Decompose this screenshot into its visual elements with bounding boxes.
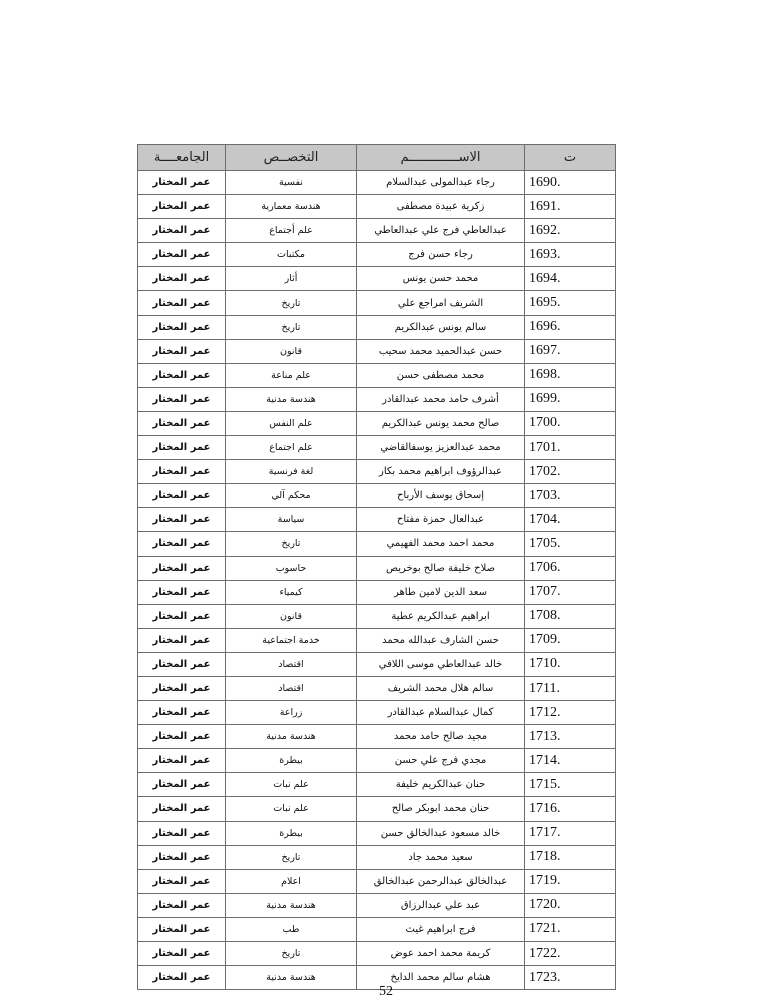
cell-university: عمر المختار [138, 171, 226, 195]
cell-number: 1704. [525, 508, 616, 532]
table-row [138, 797, 616, 821]
cell-name: أشرف حامد محمد عبدالقادر [357, 387, 525, 411]
cell-number: 1706. [525, 556, 616, 580]
cell-university: عمر المختار [138, 966, 226, 990]
cell-name: ابراهيم عبدالكريم عطية [357, 604, 525, 628]
cell-specialization: زراعة [226, 701, 357, 725]
cell-specialization: خدمة اجتماعية [226, 628, 357, 652]
cell-university: عمر المختار [138, 363, 226, 387]
cell-name: عبدالعاطي فرج علي عبدالعاطي [357, 219, 525, 243]
cell-name: سالم هلال محمد الشريف [357, 676, 525, 700]
cell-university: عمر المختار [138, 845, 226, 869]
cell-number: 1709. [525, 628, 616, 652]
cell-university: عمر المختار [138, 219, 226, 243]
table-row [138, 460, 616, 484]
cell-university: عمر المختار [138, 676, 226, 700]
cell-university: عمر المختار [138, 508, 226, 532]
cell-name: زكرية عبيدة مصطفى [357, 195, 525, 219]
cell-name: كمال عبدالسلام عبدالقادر [357, 701, 525, 725]
cell-university: عمر المختار [138, 749, 226, 773]
cell-name: محمد مصطفى حسن [357, 363, 525, 387]
table-row [138, 917, 616, 941]
cell-university: عمر المختار [138, 315, 226, 339]
cell-specialization: علم النفس [226, 411, 357, 435]
cell-number: 1710. [525, 652, 616, 676]
cell-name: فرج ابراهيم غيث [357, 917, 525, 941]
page-number: 52 [379, 984, 393, 999]
table-row [138, 749, 616, 773]
cell-name: حسن عبدالحميد محمد سحيب [357, 339, 525, 363]
cell-number: 1722. [525, 942, 616, 966]
cell-specialization: قانون [226, 339, 357, 363]
table-row [138, 484, 616, 508]
cell-university: عمر المختار [138, 652, 226, 676]
cell-number: 1705. [525, 532, 616, 556]
cell-number: 1693. [525, 243, 616, 267]
cell-university: عمر المختار [138, 460, 226, 484]
table-row [138, 725, 616, 749]
cell-name: الشريف امراجع علي [357, 291, 525, 315]
cell-specialization: حاسوب [226, 556, 357, 580]
cell-specialization: تاريخ [226, 532, 357, 556]
cell-university: عمر المختار [138, 604, 226, 628]
header-specialization: التخصــص [226, 145, 357, 171]
table-row [138, 652, 616, 676]
cell-university: عمر المختار [138, 532, 226, 556]
cell-university: عمر المختار [138, 725, 226, 749]
cell-name: مجدي فرج علي حسن [357, 749, 525, 773]
table-row [138, 942, 616, 966]
cell-specialization: بيطرة [226, 821, 357, 845]
cell-name: كريمة محمد احمد عوض [357, 942, 525, 966]
cell-specialization: محكم آلي [226, 484, 357, 508]
cell-specialization: هندسة مدنية [226, 966, 357, 990]
table-row [138, 628, 616, 652]
cell-university: عمر المختار [138, 821, 226, 845]
header-number: ت [525, 145, 616, 171]
cell-university: عمر المختار [138, 628, 226, 652]
table-row [138, 773, 616, 797]
header-university: الجامعــــة [138, 145, 226, 171]
table-row [138, 604, 616, 628]
cell-number: 1715. [525, 773, 616, 797]
cell-university: عمر المختار [138, 580, 226, 604]
cell-number: 1697. [525, 339, 616, 363]
cell-specialization: مكتبات [226, 243, 357, 267]
cell-number: 1723. [525, 966, 616, 990]
table-row [138, 291, 616, 315]
cell-specialization: علم نبات [226, 797, 357, 821]
cell-number: 1711. [525, 676, 616, 700]
table-header [138, 145, 616, 171]
table-row [138, 556, 616, 580]
cell-name: عبدالخالق عبدالرحمن عبدالخالق [357, 869, 525, 893]
cell-specialization: علم مناعة [226, 363, 357, 387]
cell-specialization: علم نبات [226, 773, 357, 797]
cell-name: خالد عبدالعاطي موسى اللافي [357, 652, 525, 676]
cell-number: 1712. [525, 701, 616, 725]
cell-specialization: قانون [226, 604, 357, 628]
cell-university: عمر المختار [138, 339, 226, 363]
cell-number: 1714. [525, 749, 616, 773]
cell-number: 1708. [525, 604, 616, 628]
cell-university: عمر المختار [138, 411, 226, 435]
cell-number: 1707. [525, 580, 616, 604]
cell-name: صلاح خليفة صالح بوخريص [357, 556, 525, 580]
cell-number: 1716. [525, 797, 616, 821]
cell-specialization: اقتصاد [226, 652, 357, 676]
cell-name: عبدالعال حمزة مفتاح [357, 508, 525, 532]
cell-number: 1695. [525, 291, 616, 315]
cell-name: حنان محمد ابوبكر صالح [357, 797, 525, 821]
cell-name: سعد الدين لامين طاهر [357, 580, 525, 604]
table-row [138, 243, 616, 267]
cell-specialization: بيطرة [226, 749, 357, 773]
cell-name: حسن الشارف عبدالله محمد [357, 628, 525, 652]
cell-specialization: تاريخ [226, 315, 357, 339]
cell-name: صالح محمد يونس عبدالكريم [357, 411, 525, 435]
table-row [138, 315, 616, 339]
table-row [138, 676, 616, 700]
cell-name: سعيد محمد جاد [357, 845, 525, 869]
cell-specialization: هندسة مدنية [226, 387, 357, 411]
cell-specialization: تاريخ [226, 942, 357, 966]
cell-number: 1699. [525, 387, 616, 411]
cell-number: 1698. [525, 363, 616, 387]
cell-university: عمر المختار [138, 291, 226, 315]
cell-number: 1690. [525, 171, 616, 195]
cell-university: عمر المختار [138, 893, 226, 917]
cell-number: 1696. [525, 315, 616, 339]
cell-university: عمر المختار [138, 701, 226, 725]
cell-number: 1694. [525, 267, 616, 291]
cell-specialization: علم أجتماع [226, 219, 357, 243]
cell-number: 1691. [525, 195, 616, 219]
table-row [138, 893, 616, 917]
cell-name: رجاء عبدالمولى عبدالسلام [357, 171, 525, 195]
table-row [138, 267, 616, 291]
cell-name: عبدالرؤوف ابراهيم محمد بكار [357, 460, 525, 484]
table-row [138, 411, 616, 435]
table-row [138, 869, 616, 893]
cell-number: 1703. [525, 484, 616, 508]
roster-table [137, 144, 616, 990]
cell-specialization: اعلام [226, 869, 357, 893]
table-row [138, 845, 616, 869]
cell-specialization: نفسية [226, 171, 357, 195]
cell-university: عمر المختار [138, 773, 226, 797]
cell-name: رجاء حسن فرج [357, 243, 525, 267]
table-body [138, 171, 616, 990]
table-row [138, 339, 616, 363]
cell-university: عمر المختار [138, 243, 226, 267]
table-row [138, 580, 616, 604]
cell-number: 1721. [525, 917, 616, 941]
cell-number: 1713. [525, 725, 616, 749]
cell-university: عمر المختار [138, 484, 226, 508]
cell-specialization: اقتصاد [226, 676, 357, 700]
table-row [138, 219, 616, 243]
table-row [138, 532, 616, 556]
cell-number: 1719. [525, 869, 616, 893]
cell-specialization: أثار [226, 267, 357, 291]
cell-specialization: هندسة مدنية [226, 725, 357, 749]
cell-name: محمد عبدالعزيز يوسفالقاضي [357, 436, 525, 460]
cell-specialization: سياسة [226, 508, 357, 532]
cell-number: 1702. [525, 460, 616, 484]
cell-specialization: علم اجتماع [226, 436, 357, 460]
cell-number: 1717. [525, 821, 616, 845]
header-name: الاســـــــــــــم [357, 145, 525, 171]
cell-specialization: هندسة معمارية [226, 195, 357, 219]
cell-university: عمر المختار [138, 436, 226, 460]
cell-number: 1692. [525, 219, 616, 243]
cell-university: عمر المختار [138, 869, 226, 893]
cell-specialization: كيمياء [226, 580, 357, 604]
cell-university: عمر المختار [138, 195, 226, 219]
cell-name: حنان عبدالكريم خليفة [357, 773, 525, 797]
cell-specialization: تاريخ [226, 845, 357, 869]
cell-name: محمد احمد محمد الفهيمي [357, 532, 525, 556]
table-row [138, 701, 616, 725]
table-row [138, 363, 616, 387]
cell-name: سالم يونس عبدالكريم [357, 315, 525, 339]
cell-specialization: لغة فرنسية [226, 460, 357, 484]
header-row [138, 145, 616, 171]
cell-name: عبد علي عبدالرزاق [357, 893, 525, 917]
cell-university: عمر المختار [138, 942, 226, 966]
table-row [138, 436, 616, 460]
cell-specialization: هندسة مدنية [226, 893, 357, 917]
table-row [138, 508, 616, 532]
cell-university: عمر المختار [138, 387, 226, 411]
table-row [138, 195, 616, 219]
cell-university: عمر المختار [138, 267, 226, 291]
cell-number: 1718. [525, 845, 616, 869]
cell-name: إسحاق يوسف الأرباح [357, 484, 525, 508]
cell-specialization: تاريخ [226, 291, 357, 315]
table-row [138, 171, 616, 195]
cell-name: مجيد صالح حامد محمد [357, 725, 525, 749]
table-row [138, 387, 616, 411]
cell-number: 1700. [525, 411, 616, 435]
table-row [138, 821, 616, 845]
cell-specialization: طب [226, 917, 357, 941]
cell-name: محمد حسن يونس [357, 267, 525, 291]
cell-name: هشام سالم محمد الدايخ [357, 966, 525, 990]
cell-name: خالد مسعود عبدالخالق حسن [357, 821, 525, 845]
cell-number: 1720. [525, 893, 616, 917]
cell-number: 1701. [525, 436, 616, 460]
cell-university: عمر المختار [138, 797, 226, 821]
cell-university: عمر المختار [138, 556, 226, 580]
cell-university: عمر المختار [138, 917, 226, 941]
